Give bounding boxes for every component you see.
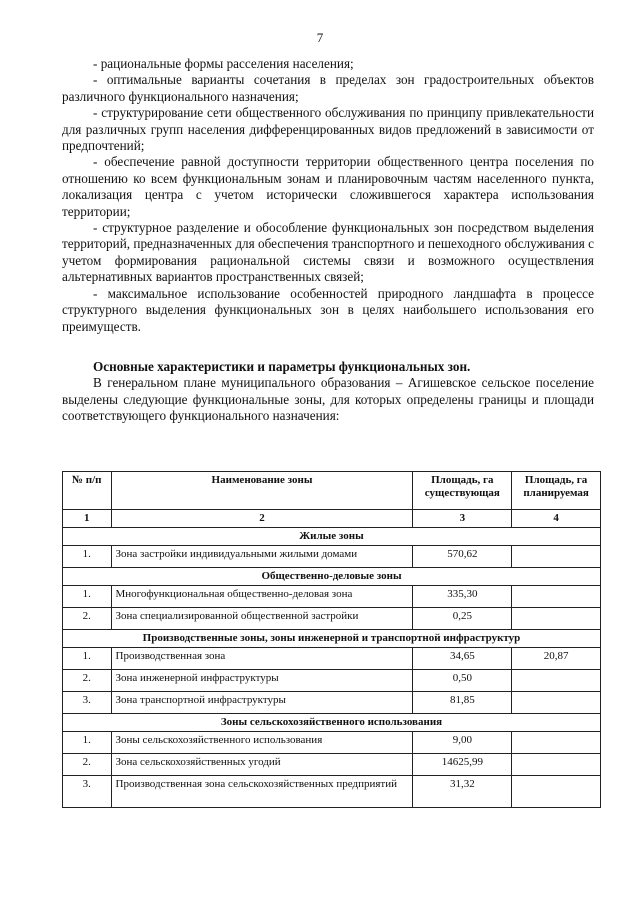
- cell-name: Зона сельскохозяйственных угодий: [111, 754, 413, 776]
- document-body: [62, 56, 594, 425]
- table-row: [63, 586, 601, 608]
- bullet-paragraph: - рациональные формы расселения населения;: [93, 56, 354, 71]
- cell-num: 1.: [63, 546, 112, 568]
- section-row: [63, 630, 601, 648]
- cell-name: Многофункциональная общественно-деловая зона: [111, 586, 413, 608]
- cell-num: 2.: [63, 608, 112, 630]
- table-row: [63, 754, 601, 776]
- cell-existing: 335,30: [413, 586, 512, 608]
- cell-existing: 570,62: [413, 546, 512, 568]
- section-title: Зоны сельскохозяйственного использования: [63, 714, 601, 732]
- column-index: 2: [111, 510, 413, 528]
- cell-name: Зона застройки индивидуальными жилыми домами: [111, 546, 413, 568]
- cell-num: 2.: [63, 670, 112, 692]
- table-header-row: [63, 472, 601, 510]
- header-name: Наименование зоны: [111, 472, 413, 510]
- table-row: [63, 648, 601, 670]
- cell-num: 1.: [63, 732, 112, 754]
- cell-planned: [512, 670, 601, 692]
- cell-planned: [512, 776, 601, 808]
- section-title: Жилые зоны: [63, 528, 601, 546]
- page-number: 7: [316, 30, 324, 45]
- cell-planned: 20,87: [512, 648, 601, 670]
- cell-existing: 0,50: [413, 670, 512, 692]
- cell-num: 3.: [63, 776, 112, 808]
- header-num: № п/п: [63, 472, 112, 510]
- bullet-paragraph: - структурное разделение и обособление функциональных зон посредством выделения территорий, предназначенных для обеспечения транспортного и пешеходного обслуживания с учетом формирования рациональной системы связи и возможного осуществления альтернативных вариантов пространственных связей;: [62, 220, 594, 285]
- bullet-paragraph: - структурирование сети общественного обслуживания по принципу привлекательности для различных групп населения дифференцированных видов предложений в зависимости от предпочтений;: [62, 105, 594, 154]
- table-row: [63, 732, 601, 754]
- cell-planned: [512, 754, 601, 776]
- cell-existing: 34,65: [413, 648, 512, 670]
- cell-existing: 0,25: [413, 608, 512, 630]
- cell-name: Производственная зона сельскохозяйственных предприятий: [111, 776, 413, 808]
- cell-existing: 81,85: [413, 692, 512, 714]
- cell-num: 1.: [63, 586, 112, 608]
- intro-paragraph: В генеральном плане муниципального образования – Агишевское сельское поселение выделены следующие функциональные зоны, для которых определены границы и площади соответствующего функционального назначения:: [62, 375, 594, 424]
- cell-name: Зоны сельскохозяйственного использования: [111, 732, 413, 754]
- table-row: [63, 608, 601, 630]
- cell-num: 2.: [63, 754, 112, 776]
- bullet-paragraph: - максимальное использование особенностей природного ландшафта в процессе структурного выделения функциональных зон в целях наибольшего использования его преимуществ.: [62, 285, 594, 334]
- cell-planned: [512, 608, 601, 630]
- bullet-paragraph: - оптимальные варианты сочетания в пределах зон градостроительных объектов различного функционального назначения;: [62, 72, 594, 104]
- cell-planned: [512, 586, 601, 608]
- cell-existing: 9,00: [413, 732, 512, 754]
- section-row: [63, 568, 601, 586]
- cell-existing: 31,32: [413, 776, 512, 808]
- column-index: 1: [63, 510, 112, 528]
- cell-planned: [512, 692, 601, 714]
- column-index: 4: [512, 510, 601, 528]
- table-row: [63, 546, 601, 568]
- cell-num: 3.: [63, 692, 112, 714]
- header-planned: Площадь, га планируемая: [512, 472, 601, 510]
- table-row: [63, 776, 601, 808]
- cell-planned: [512, 546, 601, 568]
- table-row: [63, 670, 601, 692]
- bullet-paragraph: - обеспечение равной доступности территории общественного центра поселения по отношению ко всем функциональным зонам и планировочным частям населенного пункта, локализация центра с учетом исторически сложившегося характера использования территории;: [62, 154, 594, 219]
- cell-name: Зона инженерной инфраструктуры: [111, 670, 413, 692]
- column-index-row: [63, 510, 601, 528]
- cell-planned: [512, 732, 601, 754]
- header-existing: Площадь, га существующая: [413, 472, 512, 510]
- zones-table: [62, 471, 601, 808]
- section-title: Общественно-деловые зоны: [63, 568, 601, 586]
- section-row: [63, 528, 601, 546]
- section-row: [63, 714, 601, 732]
- table-row: [63, 692, 601, 714]
- section-title: Производственные зоны, зоны инженерной и транспортной инфраструктур: [63, 630, 601, 648]
- cell-existing: 14625,99: [413, 754, 512, 776]
- cell-name: Производственная зона: [111, 648, 413, 670]
- column-index: 3: [413, 510, 512, 528]
- section-heading: Основные характеристики и параметры функциональных зон.: [93, 358, 471, 374]
- cell-num: 1.: [63, 648, 112, 670]
- cell-name: Зона транспортной инфраструктуры: [111, 692, 413, 714]
- cell-name: Зона специализированной общественной застройки: [111, 608, 413, 630]
